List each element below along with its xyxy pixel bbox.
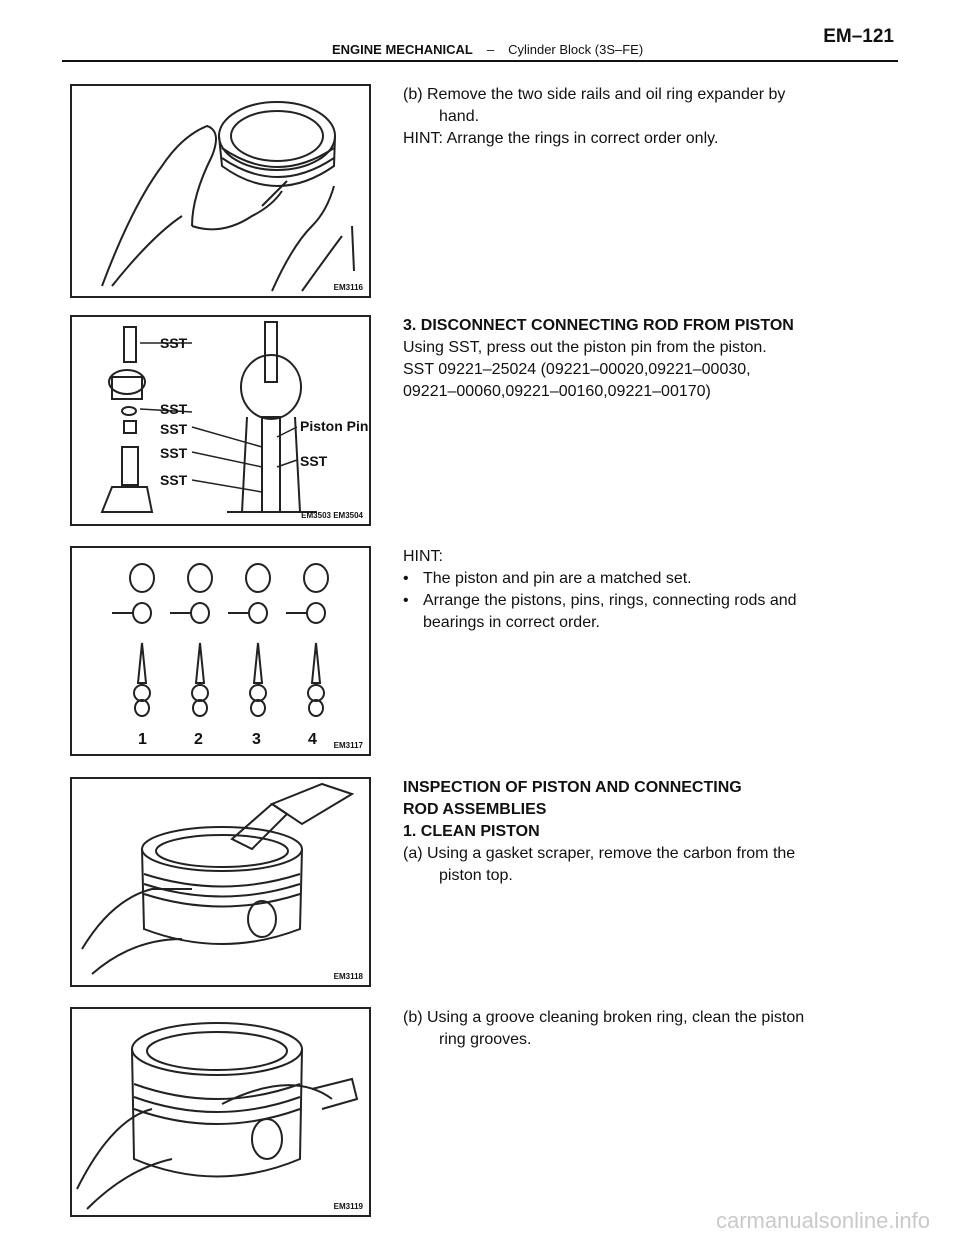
watermark: carmanualsonline.info [715, 1208, 930, 1233]
instruction-line: ring grooves. [439, 1031, 532, 1048]
sst-line: 09221–00060,09221–00160,09221–00170) [403, 383, 711, 400]
instruction-line: piston top. [439, 867, 513, 884]
sst-line: SST 09221–25024 (09221–00020,09221–00030, [403, 361, 751, 378]
set-number: 1 [138, 731, 147, 748]
figure-code: EM3503 EM3504 [301, 511, 363, 520]
figure-remove-oil-ring [70, 84, 371, 298]
section-inspection [403, 777, 833, 887]
section-disconnect-rod [403, 315, 833, 403]
step-title: 3. DISCONNECT CONNECTING ROD FROM PISTON [403, 317, 794, 334]
label-piston-pin: Piston Pin [300, 418, 369, 434]
figure-code: EM3117 [333, 741, 363, 750]
page-number: EM–121 [823, 26, 894, 47]
page-header [62, 22, 898, 62]
bullet-dot: • [403, 592, 409, 609]
set-number: 3 [252, 731, 261, 748]
section-title: ROD ASSEMBLIES [403, 801, 547, 818]
label-sst: SST [160, 401, 188, 417]
figure-code: EM3116 [333, 283, 363, 292]
figure-code: EM3119 [333, 1202, 363, 1211]
piston-sets-illustration [72, 548, 369, 754]
section-title: INSPECTION OF PISTON AND CONNECTING [403, 779, 742, 796]
label-sst: SST [160, 335, 188, 351]
label-sst: SST [300, 453, 328, 469]
hint-line: HINT: Arrange the rings in correct order only. [403, 130, 719, 147]
instruction-line: hand. [439, 108, 480, 125]
figure-clean-ring-grooves [70, 1007, 371, 1217]
hands-removing-ring-illustration [72, 86, 369, 296]
hint-label: HINT: [403, 548, 443, 565]
label-sst: SST [160, 421, 188, 437]
instruction-line: (b) Remove the two side rails and oil ring expander by [403, 86, 786, 103]
label-sst: SST [160, 472, 188, 488]
figure-piston-sets [70, 546, 371, 756]
step-title: 1. CLEAN PISTON [403, 823, 540, 840]
figure-sst-press [70, 315, 371, 526]
bullet-text-line: bearings in correct order. [423, 614, 600, 631]
instruction-line: (a) Using a gasket scraper, remove the carbon from the [403, 845, 796, 862]
label-sst: SST [160, 445, 188, 461]
bullet-item [403, 568, 833, 590]
scraper-cleaning-illustration [72, 779, 369, 985]
groove-cleaning-illustration [72, 1009, 369, 1215]
header-section: ENGINE MECHANICAL [332, 42, 473, 57]
bullet-text-line: Arrange the pistons, pins, rings, connecting rods and [423, 592, 797, 609]
header-subtitle: Cylinder Block (3S–FE) [508, 42, 644, 57]
instruction-line: (b) Using a groove cleaning broken ring, clean the piston [403, 1009, 805, 1026]
figure-code: EM3118 [333, 972, 363, 981]
instruction-line: Using SST, press out the piston pin from the piston. [403, 339, 767, 356]
bullet-dot: • [403, 570, 409, 587]
sst-press-illustration [72, 317, 369, 524]
header-rule [62, 60, 898, 62]
header-separator: – [486, 42, 495, 57]
set-number: 4 [308, 731, 317, 748]
bullet-item [403, 590, 833, 634]
bullet-text: The piston and pin are a matched set. [423, 570, 692, 587]
bullet-text [423, 590, 797, 634]
section-clean-grooves [403, 1007, 833, 1051]
section-hint-order [403, 546, 833, 634]
section-remove-rails [403, 84, 833, 150]
set-number: 2 [194, 731, 203, 748]
header-title [332, 42, 643, 57]
figure-clean-piston-top [70, 777, 371, 987]
